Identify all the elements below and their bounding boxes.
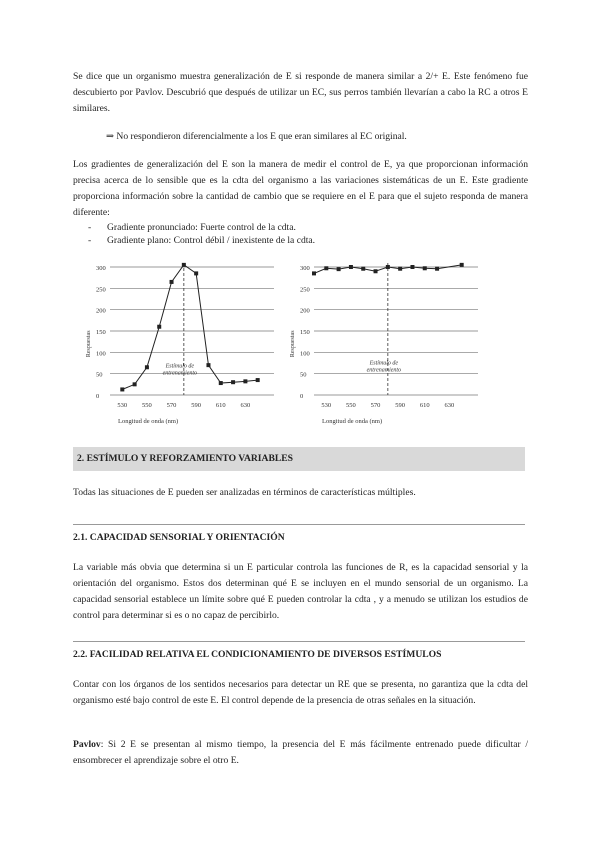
data-point: [374, 269, 378, 273]
x-tick-label: 570: [166, 402, 177, 409]
data-point: [120, 387, 124, 391]
data-point: [361, 267, 365, 271]
paragraph-generalization: Se dice que un organismo muestra generalización de E si responde de manera similar a 2/+ E. Este fenómeno fue descubierto por Pavlov. Descubrió que después de utilizar un EC, sus perros también llevarían a cabo la RC a otros E similares.: [73, 71, 528, 114]
data-point: [460, 263, 464, 267]
x-tick-label: 630: [240, 402, 251, 409]
data-point: [256, 378, 260, 382]
divider: [73, 524, 525, 525]
chart-steep-gradient: [80, 255, 280, 435]
divider: [73, 641, 525, 642]
y-tick-label: 0: [300, 393, 304, 400]
data-point: [349, 265, 353, 269]
x-tick-label: 610: [215, 402, 226, 409]
data-point: [219, 381, 223, 385]
data-point: [243, 379, 247, 383]
x-tick-label: 590: [191, 402, 202, 409]
pavlov-paragraph: [73, 737, 528, 769]
data-point: [423, 266, 427, 270]
y-tick-label: 150: [96, 329, 106, 336]
x-tick-label: 530: [117, 402, 128, 409]
data-point: [410, 265, 414, 269]
x-tick-label: 630: [444, 402, 455, 409]
data-point: [435, 267, 439, 271]
data-point: [231, 380, 235, 384]
data-point: [206, 363, 210, 367]
y-tick-label: 100: [300, 350, 310, 358]
list-item: - Gradiente plano: Control débil / inexistente de la cdta.: [88, 234, 508, 247]
section-paragraph: Todas las situaciones de E pueden ser analizadas en términos de características múltiples.: [73, 487, 416, 498]
section-heading: 2.2. FACILIDAD RELATIVA EL CONDICIONAMIENTO DE DIVERSOS ESTÍMULOS: [73, 649, 442, 660]
y-tick-label: 0: [96, 393, 100, 400]
annotation-label: Estímulo de entrenamiento: [366, 360, 402, 374]
data-point: [312, 271, 316, 275]
y-tick-label: 250: [300, 286, 310, 294]
x-tick-label: 530: [321, 402, 332, 409]
y-tick-label: 250: [96, 286, 106, 294]
section-heading: 2. ESTÍMULO Y REFORZAMIENTO VARIABLES: [73, 447, 525, 471]
chart-flat-gradient: [284, 255, 484, 435]
x-tick-label: 550: [346, 402, 356, 409]
y-tick-label: 300: [96, 265, 106, 272]
list-item: - Gradiente pronunciado: Fuerte control de la cdta.: [88, 221, 508, 234]
x-axis-label: Longitud de onda (nm): [118, 418, 179, 425]
pavlov-label: Pavlov: [73, 739, 101, 750]
data-point: [398, 267, 402, 271]
section-paragraph: La variable más obvia que determina si un E particular controla las funciones de R, es la capacidad sensorial y la orientación del organismo. Estos dos determinan qué E se incluyen en el mundo sensorial de un organismo. La capacidad sensorial establece un límite sobre qué E pueden controlar la cdta , y a menudo se utilizan los estudios de control para determinar si es o no capaz de percibirlo.: [73, 562, 528, 621]
y-tick-label: 200: [300, 307, 310, 315]
y-tick-label: 200: [96, 307, 106, 315]
y-tick-label: 150: [300, 329, 310, 336]
y-tick-label: 300: [300, 265, 310, 272]
data-point: [324, 266, 328, 270]
x-tick-label: 590: [395, 402, 406, 409]
y-axis-label: Respuestas: [290, 330, 296, 358]
y-tick-label: 50: [300, 371, 307, 379]
pavlov-text: : Si 2 E se presentan al mismo tiempo, la presencia del E más fácilmente entrenado puede dificultar / ensombrecer el aprendizaje sobre el otro E.: [73, 739, 528, 766]
gradient-list: [88, 221, 508, 247]
x-tick-label: 550: [142, 402, 152, 409]
data-point: [386, 265, 390, 269]
annotation-label: Estímulo de entrenamiento: [162, 363, 198, 377]
data-point: [194, 271, 198, 275]
y-axis-label: Respuestas: [86, 330, 92, 358]
section-heading: 2.1. CAPACIDAD SENSORIAL Y ORIENTACIÓN: [73, 532, 285, 543]
data-point: [182, 263, 186, 267]
x-axis-label: Longitud de onda (nm): [322, 418, 383, 425]
data-point: [145, 365, 149, 369]
y-tick-label: 100: [96, 350, 106, 358]
section-paragraph: Contar con los órganos de los sentidos necesarios para detectar un RE que se presenta, no garantiza que la cdta del organismo esté bajo control de este E. El control depende de la presencia de otras señales en la situación.: [73, 679, 528, 706]
data-point: [337, 267, 341, 271]
paragraph-conclusion: ⇒ No respondieron diferencialmente a los E que eran similares al EC original.: [106, 131, 407, 142]
data-point: [170, 280, 174, 284]
data-point: [133, 382, 137, 386]
data-point: [157, 325, 161, 329]
paragraph-gradients: Los gradientes de generalización del E son la manera de medir el control de E, ya que proporcionan información precisa acerca de lo sensible que es la cdta del organismo a las variaciones sistemáticas de un E. Este gradiente proporciona información sobre la cantidad de cambio que se requiere en el E para que el sujeto responda de manera diferente:: [73, 159, 528, 218]
y-tick-label: 50: [96, 371, 103, 379]
x-tick-label: 610: [419, 402, 430, 409]
x-tick-label: 570: [370, 402, 381, 409]
